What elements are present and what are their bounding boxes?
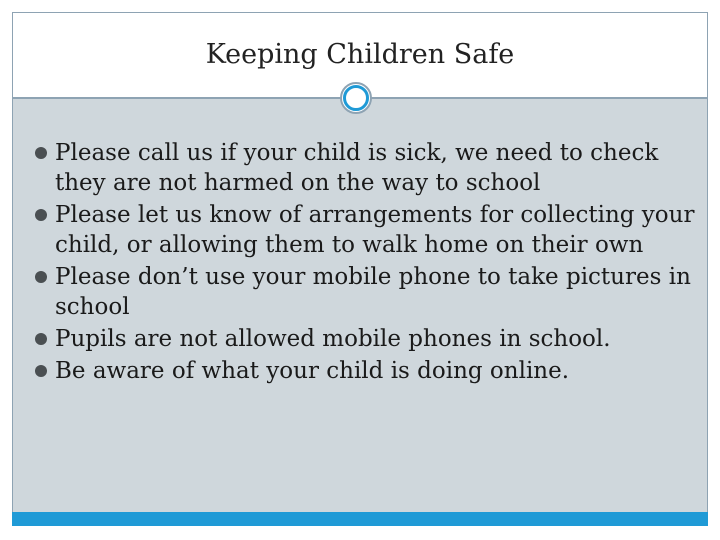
list-item (35, 200, 695, 260)
slide-title: Keeping Children Safe (205, 39, 515, 70)
bullet-text: Pupils are not allowed mobile phones in school. (55, 326, 611, 352)
bullet-text: Please call us if your child is sick, we need to check they are not harmed on the way to school (55, 140, 659, 196)
bullet-icon (35, 147, 47, 159)
bullet-text: Be aware of what your child is doing online. (55, 358, 570, 384)
bullet-icon (35, 365, 47, 377)
bullet-icon (35, 271, 47, 283)
bullet-text: Please don’t use your mobile phone to take pictures in school (55, 264, 691, 320)
bullet-list (35, 138, 695, 388)
bullet-icon (35, 209, 47, 221)
list-item (35, 356, 695, 386)
bullet-text: Please let us know of arrangements for collecting your child, or allowing them to walk home on their own (55, 202, 695, 258)
slide (12, 12, 708, 526)
bullet-icon (35, 333, 47, 345)
divider-circle-icon (340, 82, 372, 114)
divider-ring (343, 85, 369, 111)
footer-accent-bar (12, 512, 708, 526)
list-item (35, 262, 695, 322)
list-item (35, 138, 695, 198)
list-item (35, 324, 695, 354)
content-area (12, 98, 708, 512)
